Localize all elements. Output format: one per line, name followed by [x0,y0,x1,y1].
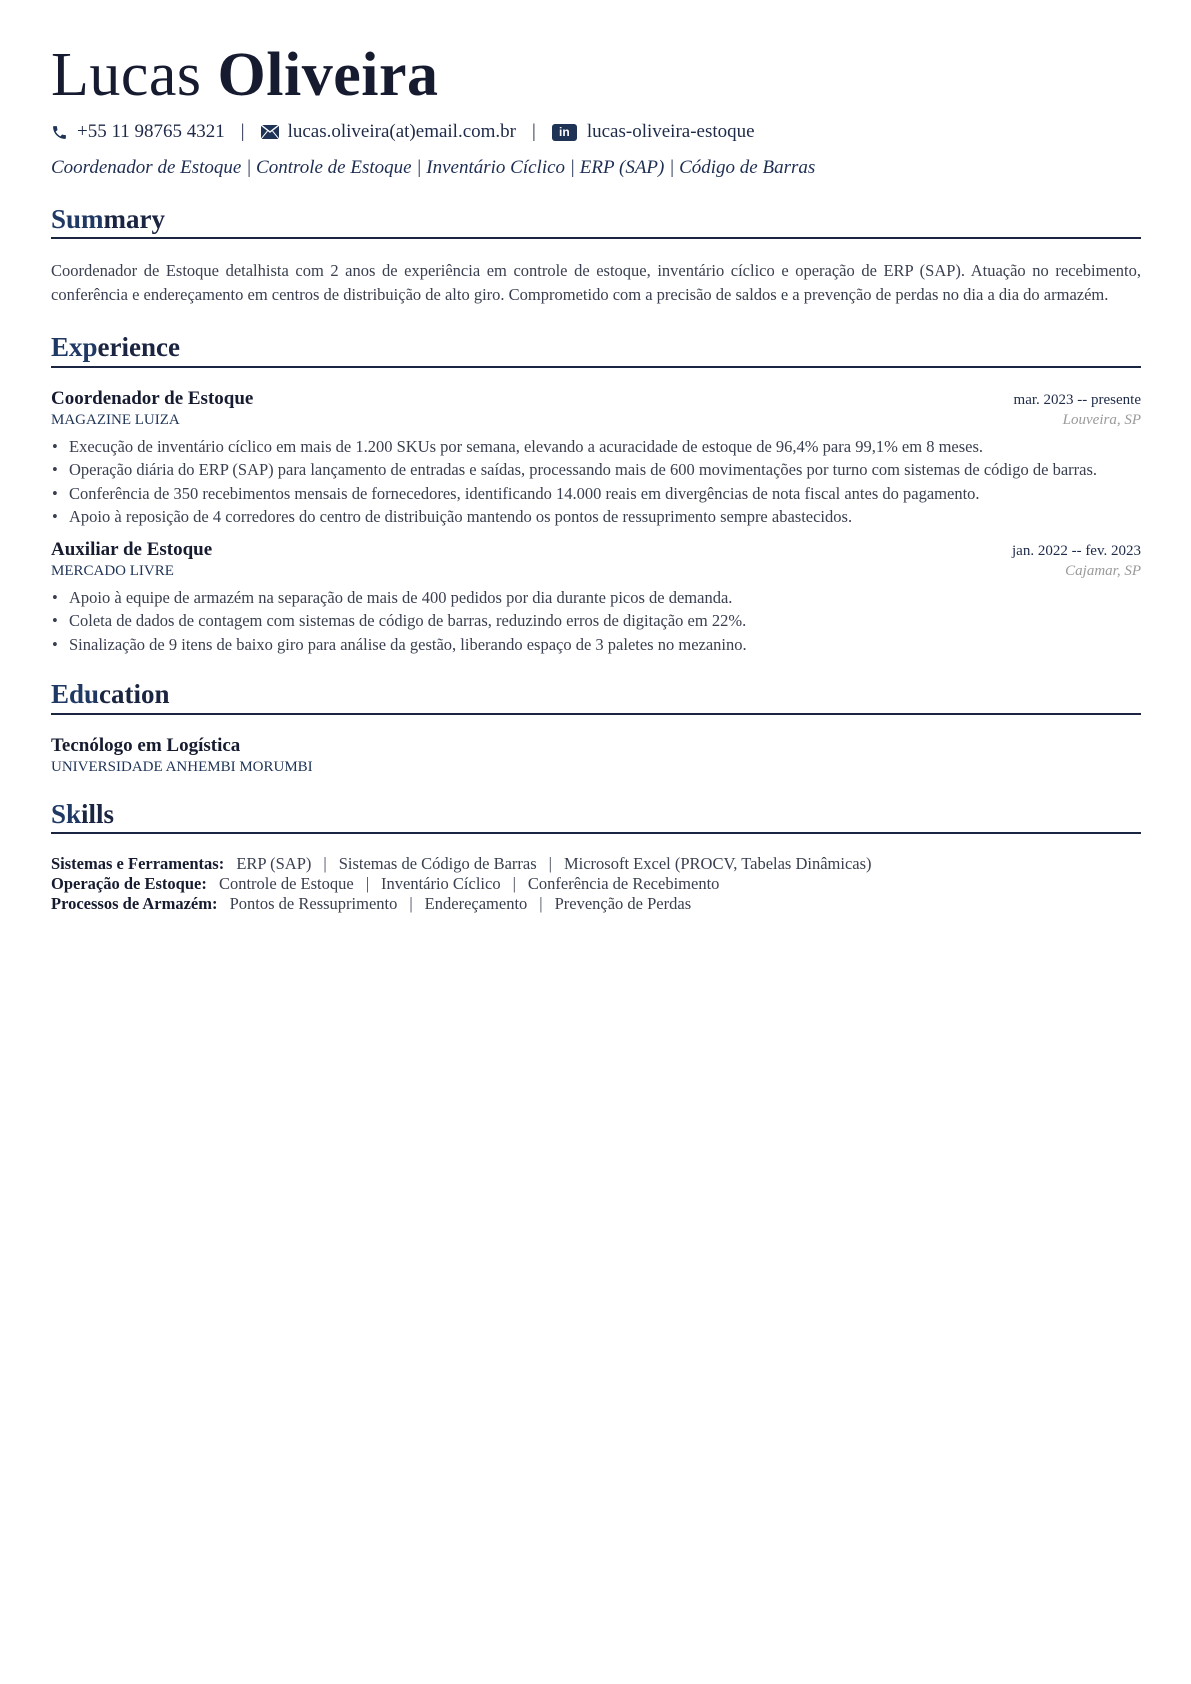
skills-list [51,854,1141,914]
skill-row [51,854,1141,874]
skill-separator: | [323,854,327,874]
first-name: Lucas [51,41,202,109]
job-bullet: • Sinalização de 9 itens de baixo giro para análise da gestão, liberando espaço de 3 paletes no mezanino. [51,633,1141,657]
skill-item: ERP (SAP) [236,854,312,874]
phone-text: +55 11 98765 4321 [77,121,225,142]
linkedin-item[interactable] [552,121,755,143]
experience-section [51,331,1141,656]
job-bullet: • Execução de inventário cíclico em mais de 1.200 SKUs por semana, elevando a acuracidade de estoque de 96,4% para 99,1% em 8 meses. [51,435,1141,459]
section-title-experience [51,331,1141,367]
job-dates: mar. 2023 -- presente [1013,391,1141,408]
linkedin-icon: in [552,124,577,141]
skill-separator: | [539,894,543,914]
section-title-summary [51,203,1141,239]
job-bullets [51,586,1141,657]
skill-item: Prevenção de Perdas [554,894,692,914]
company-name: MERCADO LIVRE [51,562,174,579]
job-bullet: • Conferência de 350 recebimentos mensais de fornecedores, identificando 14.000 reais em divergências de nota fiscal antes do pagamento. [51,482,1141,506]
summary-text: Coordenador de Estoque detalhista com 2 anos de experiência em controle de estoque, inventário cíclico e operação de ERP (SAP). Atuação no recebimento, conferência e endereçamento em centros de distribuição de alto giro. Comprometido com a precisão de saldos e a prevenção de perdas no dia a dia do armazém. [51,261,1141,305]
skill-separator: | [409,894,413,914]
job-title: Auxiliar de Estoque [51,538,213,560]
section-title-rest: cation [99,679,170,710]
job-bullet: • Apoio à reposição de 4 corredores do centro de distribuição mantendo os pontos de ressuprimento sempre abastecidos. [51,505,1141,529]
section-title-rest: mary [103,204,166,234]
job-dates: jan. 2022 -- fev. 2023 [1012,542,1141,559]
job-entry [51,539,1141,657]
email-text: lucas.oliveira(at)email.com.br [287,121,517,142]
job-bullets [51,435,1141,529]
phone-icon [51,124,68,141]
skill-item: Microsoft Excel (PROCV, Tabelas Dinâmicas) [563,854,872,874]
section-title-accent: Sk [51,798,82,829]
candidate-name [51,41,1141,109]
degree-title: Tecnólogo em Logística [51,734,241,756]
contact-line [51,120,1141,144]
contact-separator: | [532,121,536,142]
section-title-skills [51,798,1141,834]
school-name: UNIVERSIDADE ANHEMBI MORUMBI [51,758,313,775]
skill-category: Sistemas e Ferramentas: [51,854,225,874]
skill-category: Processos de Armazém: [51,894,218,914]
last-name: Oliveira [217,41,439,109]
section-title-rest: erience [97,332,180,363]
job-location: Cajamar, SP [1065,562,1141,579]
section-title-education [51,678,1141,714]
skill-row [51,874,1141,894]
summary-section [51,203,1141,307]
contact-separator: | [240,121,245,142]
job-location: Louveira, SP [1062,411,1141,428]
company-name: MAGAZINE LUIZA [51,411,180,428]
skill-item: Endereçamento [424,894,528,914]
skill-item: Conferência de Recebimento [527,874,720,894]
education-entry [51,735,1141,776]
envelope-icon [261,125,279,139]
skill-separator: | [548,854,552,874]
headline-tagline: Coordenador de Estoque | Controle de Estoque | Inventário Cíclico | ERP (SAP) | Código de Barras [51,157,816,178]
job-title: Coordenador de Estoque [51,387,254,409]
skill-row [51,894,1141,914]
linkedin-text: lucas-oliveira-estoque [586,121,755,142]
email-item[interactable] [261,121,516,143]
skill-item: Pontos de Ressuprimento [229,894,398,914]
job-bullet: • Coleta de dados de contagem com sistemas de código de barras, reduzindo erros de digitação em 22%. [51,609,1141,633]
job-bullet: • Apoio à equipe de armazém na separação de mais de 400 pedidos por dia durante picos de demanda. [51,586,1141,610]
skill-item: Inventário Cíclico [381,874,501,894]
phone-item[interactable] [51,121,225,143]
skill-separator: | [365,874,369,894]
job-bullet: • Operação diária do ERP (SAP) para lançamento de entradas e saídas, processando mais de 600 movimentações por turno com sistemas de código de barras. [51,458,1141,482]
skill-item: Sistemas de Código de Barras [338,854,537,874]
skill-separator: | [512,874,516,894]
skill-category: Operação de Estoque: [51,874,207,894]
section-title-accent: Edu [51,679,100,710]
education-section [51,678,1141,775]
skill-item: Controle de Estoque [218,874,354,894]
job-entry [51,388,1141,529]
section-title-accent: Sum [51,204,104,234]
skills-section [51,798,1141,914]
section-title-rest: ills [81,798,115,829]
section-title-accent: Exp [51,332,98,363]
